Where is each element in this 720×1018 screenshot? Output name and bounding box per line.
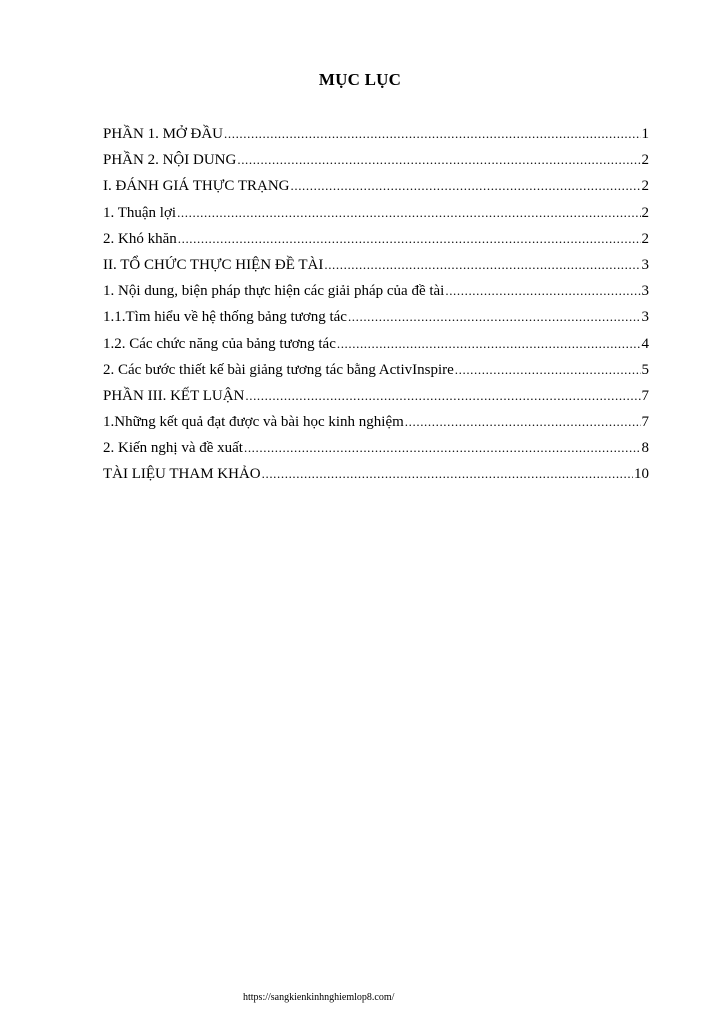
toc-entry[interactable] (103, 124, 649, 150)
toc-entry-label: 2. Kiến nghị và đề xuất (103, 440, 243, 457)
toc-entry-label: I. ĐÁNH GIÁ THỰC TRẠNG (103, 178, 290, 195)
toc-entry-page: 2 (641, 152, 649, 169)
toc-entry-label: 2. Các bước thiết kế bài giảng tương tác bằng ActivInspire (103, 361, 454, 378)
toc-entry-label: PHẦN 1. MỞ ĐẦU (103, 126, 224, 142)
toc-dot-leader (405, 412, 641, 432)
toc-entry-page: 3 (641, 283, 649, 300)
toc-entry-label: 1. Nội dung, biện pháp thực hiện các giải pháp của đề tài (103, 283, 445, 300)
footer-url[interactable]: https://sangkienkinhnghiemlop8.com/ (243, 992, 395, 1003)
toc-entry-page: 8 (641, 440, 649, 457)
toc-dot-leader (177, 203, 640, 223)
toc-entry[interactable] (103, 255, 649, 281)
toc-entry[interactable] (103, 438, 649, 464)
toc-entry[interactable] (103, 281, 649, 307)
toc-entry[interactable] (103, 176, 649, 202)
toc-entry[interactable] (103, 334, 649, 360)
toc-entry-label: 1. Thuận lợi (103, 204, 177, 221)
toc-entry[interactable] (103, 229, 649, 255)
toc-entry-label: PHẦN 2. NỘI DUNG (103, 152, 237, 169)
toc-entry-label: TÀI LIỆU THAM KHẢO (103, 466, 261, 483)
toc-dot-leader (262, 464, 633, 484)
toc-entry-page: 2 (641, 230, 649, 247)
toc-entry-page: 3 (641, 256, 649, 273)
toc-entry-label: PHẦN III. KẾT LUẬN (103, 387, 245, 404)
toc-entry-label: 1.1.Tìm hiểu về hệ thống bảng tương tác (103, 309, 347, 326)
toc-dot-leader (455, 360, 641, 380)
toc-entry-label: II. TỔ CHỨC THỰC HIỆN ĐỀ TÀI (103, 256, 324, 273)
toc-entry-label: 2. Khó khăn (103, 230, 177, 247)
toc-entry-page: 3 (641, 309, 649, 326)
toc-entry-label: 1.2. Các chức năng của bảng tương tác (103, 335, 336, 352)
toc-entry-page: 7 (641, 387, 649, 404)
toc-entry[interactable] (103, 150, 649, 176)
toc-dot-leader (337, 334, 641, 354)
toc-entry-page: 10 (634, 466, 649, 483)
toc-dot-leader (291, 176, 641, 196)
page-title: MỤC LỤC (318, 70, 402, 89)
toc-dot-leader (178, 229, 641, 249)
toc-entry[interactable] (103, 412, 649, 438)
toc-entry-page: 1 (641, 126, 649, 142)
toc-entry-page: 2 (641, 178, 649, 195)
toc-entry-page: 4 (641, 335, 649, 352)
toc-dot-leader (224, 124, 640, 144)
table-of-contents (103, 124, 649, 491)
toc-dot-leader (245, 386, 640, 406)
toc-dot-leader (237, 150, 640, 170)
toc-dot-leader (445, 281, 640, 301)
toc-entry[interactable] (103, 464, 649, 490)
toc-dot-leader (244, 438, 641, 458)
toc-entry-page: 7 (641, 414, 649, 431)
toc-entry[interactable] (103, 386, 649, 412)
toc-dot-leader (324, 255, 640, 275)
toc-entry[interactable] (103, 203, 649, 229)
toc-entry-label: 1.Những kết quả đạt được và bài học kinh nghiệm (103, 414, 404, 431)
toc-entry[interactable] (103, 307, 649, 333)
toc-entry[interactable] (103, 360, 649, 386)
toc-dot-leader (348, 307, 641, 327)
toc-entry-page: 2 (641, 204, 649, 221)
toc-entry-page: 5 (641, 361, 649, 378)
